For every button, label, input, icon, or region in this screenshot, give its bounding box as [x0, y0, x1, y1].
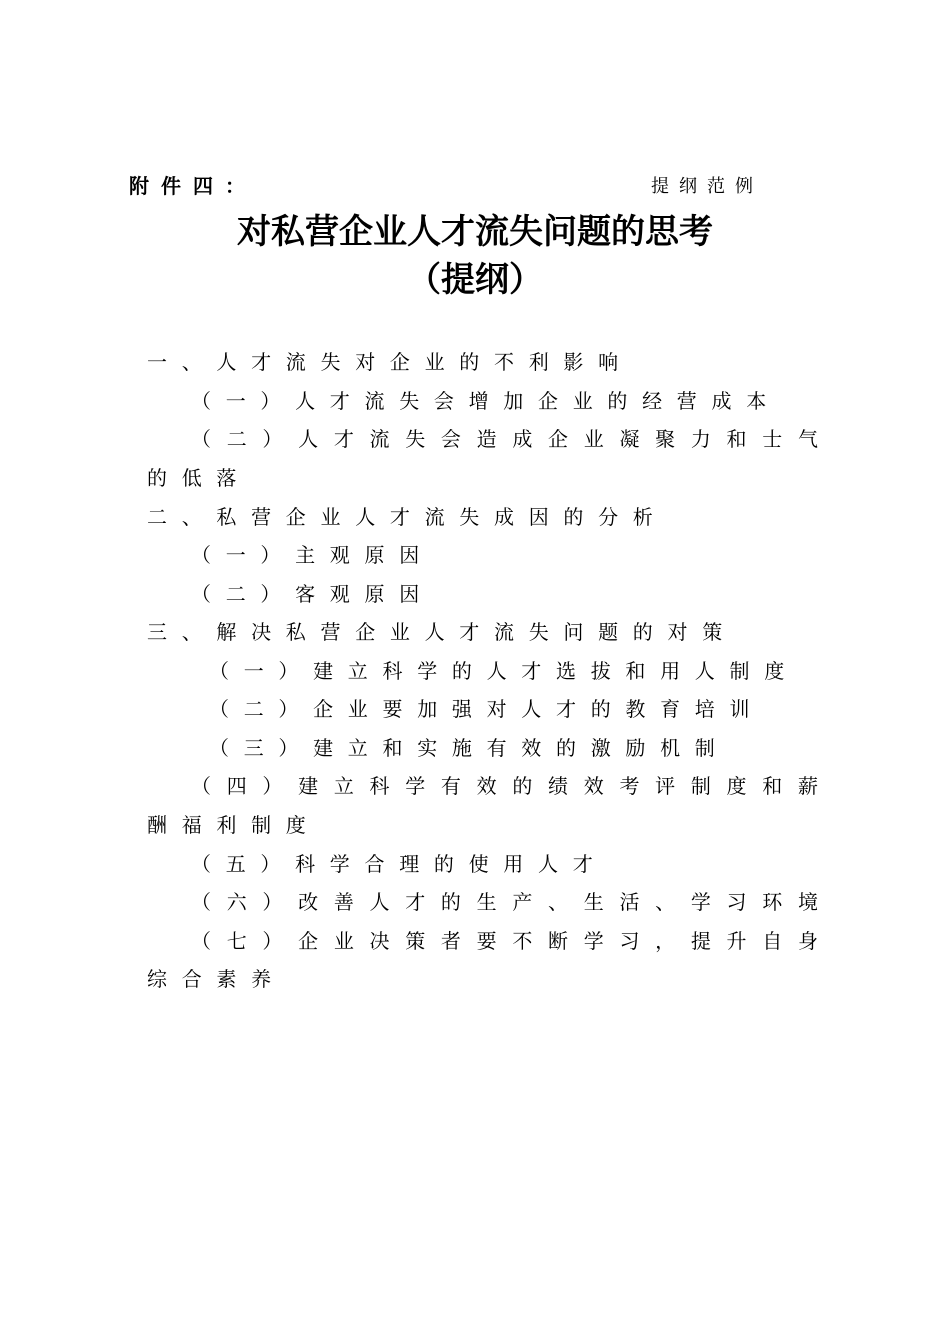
section-1-item-2: （ 二 ） 人 才 流 失 会 造 成 企 业 凝 聚 力 和 士 气: [191, 427, 818, 451]
document-title: 对私营企业人才流失问题的思考: [237, 212, 713, 252]
section-3-heading: 三、解决私营企业人才流失问题的对策: [147, 620, 737, 644]
section-3-item-7-continued: 综合素养: [147, 967, 286, 991]
section-3-item-1: （一）建立科学的人才选拔和用人制度: [209, 659, 799, 683]
sample-label: 提纲范例: [651, 176, 763, 197]
section-1-item-2-continued: 的低落: [147, 466, 252, 490]
section-2-item-1: （一）主观原因: [191, 543, 434, 567]
section-3-item-3: （三）建立和实施有效的激励机制: [209, 736, 730, 760]
section-2-heading: 二、私营企业人才流失成因的分析: [147, 505, 668, 529]
section-3-item-4: （ 四 ） 建 立 科 学 有 效 的 绩 效 考 评 制 度 和 薪: [191, 774, 818, 798]
section-3-item-5: （五）科学合理的使用人才: [191, 852, 608, 876]
document-subtitle: （提纲）: [407, 260, 543, 300]
section-1-heading: 一、人才流失对企业的不利影响: [147, 350, 633, 374]
section-2-item-2: （二）客观原因: [191, 582, 434, 606]
attachment-label: 附件四：: [129, 174, 257, 198]
section-3-item-4-continued: 酬福利制度: [147, 813, 321, 837]
section-1-item-1: （一）人才流失会增加企业的经营成本: [191, 389, 781, 413]
section-3-item-7: （ 七 ） 企 业 决 策 者 要 不 断 学 习 ， 提 升 自 身: [191, 929, 818, 953]
section-3-item-2: （二）企业要加强对人才的教育培训: [209, 697, 765, 721]
section-3-item-6: （ 六 ） 改 善 人 才 的 生 产 、 生 活 、 学 习 环 境: [191, 890, 818, 914]
